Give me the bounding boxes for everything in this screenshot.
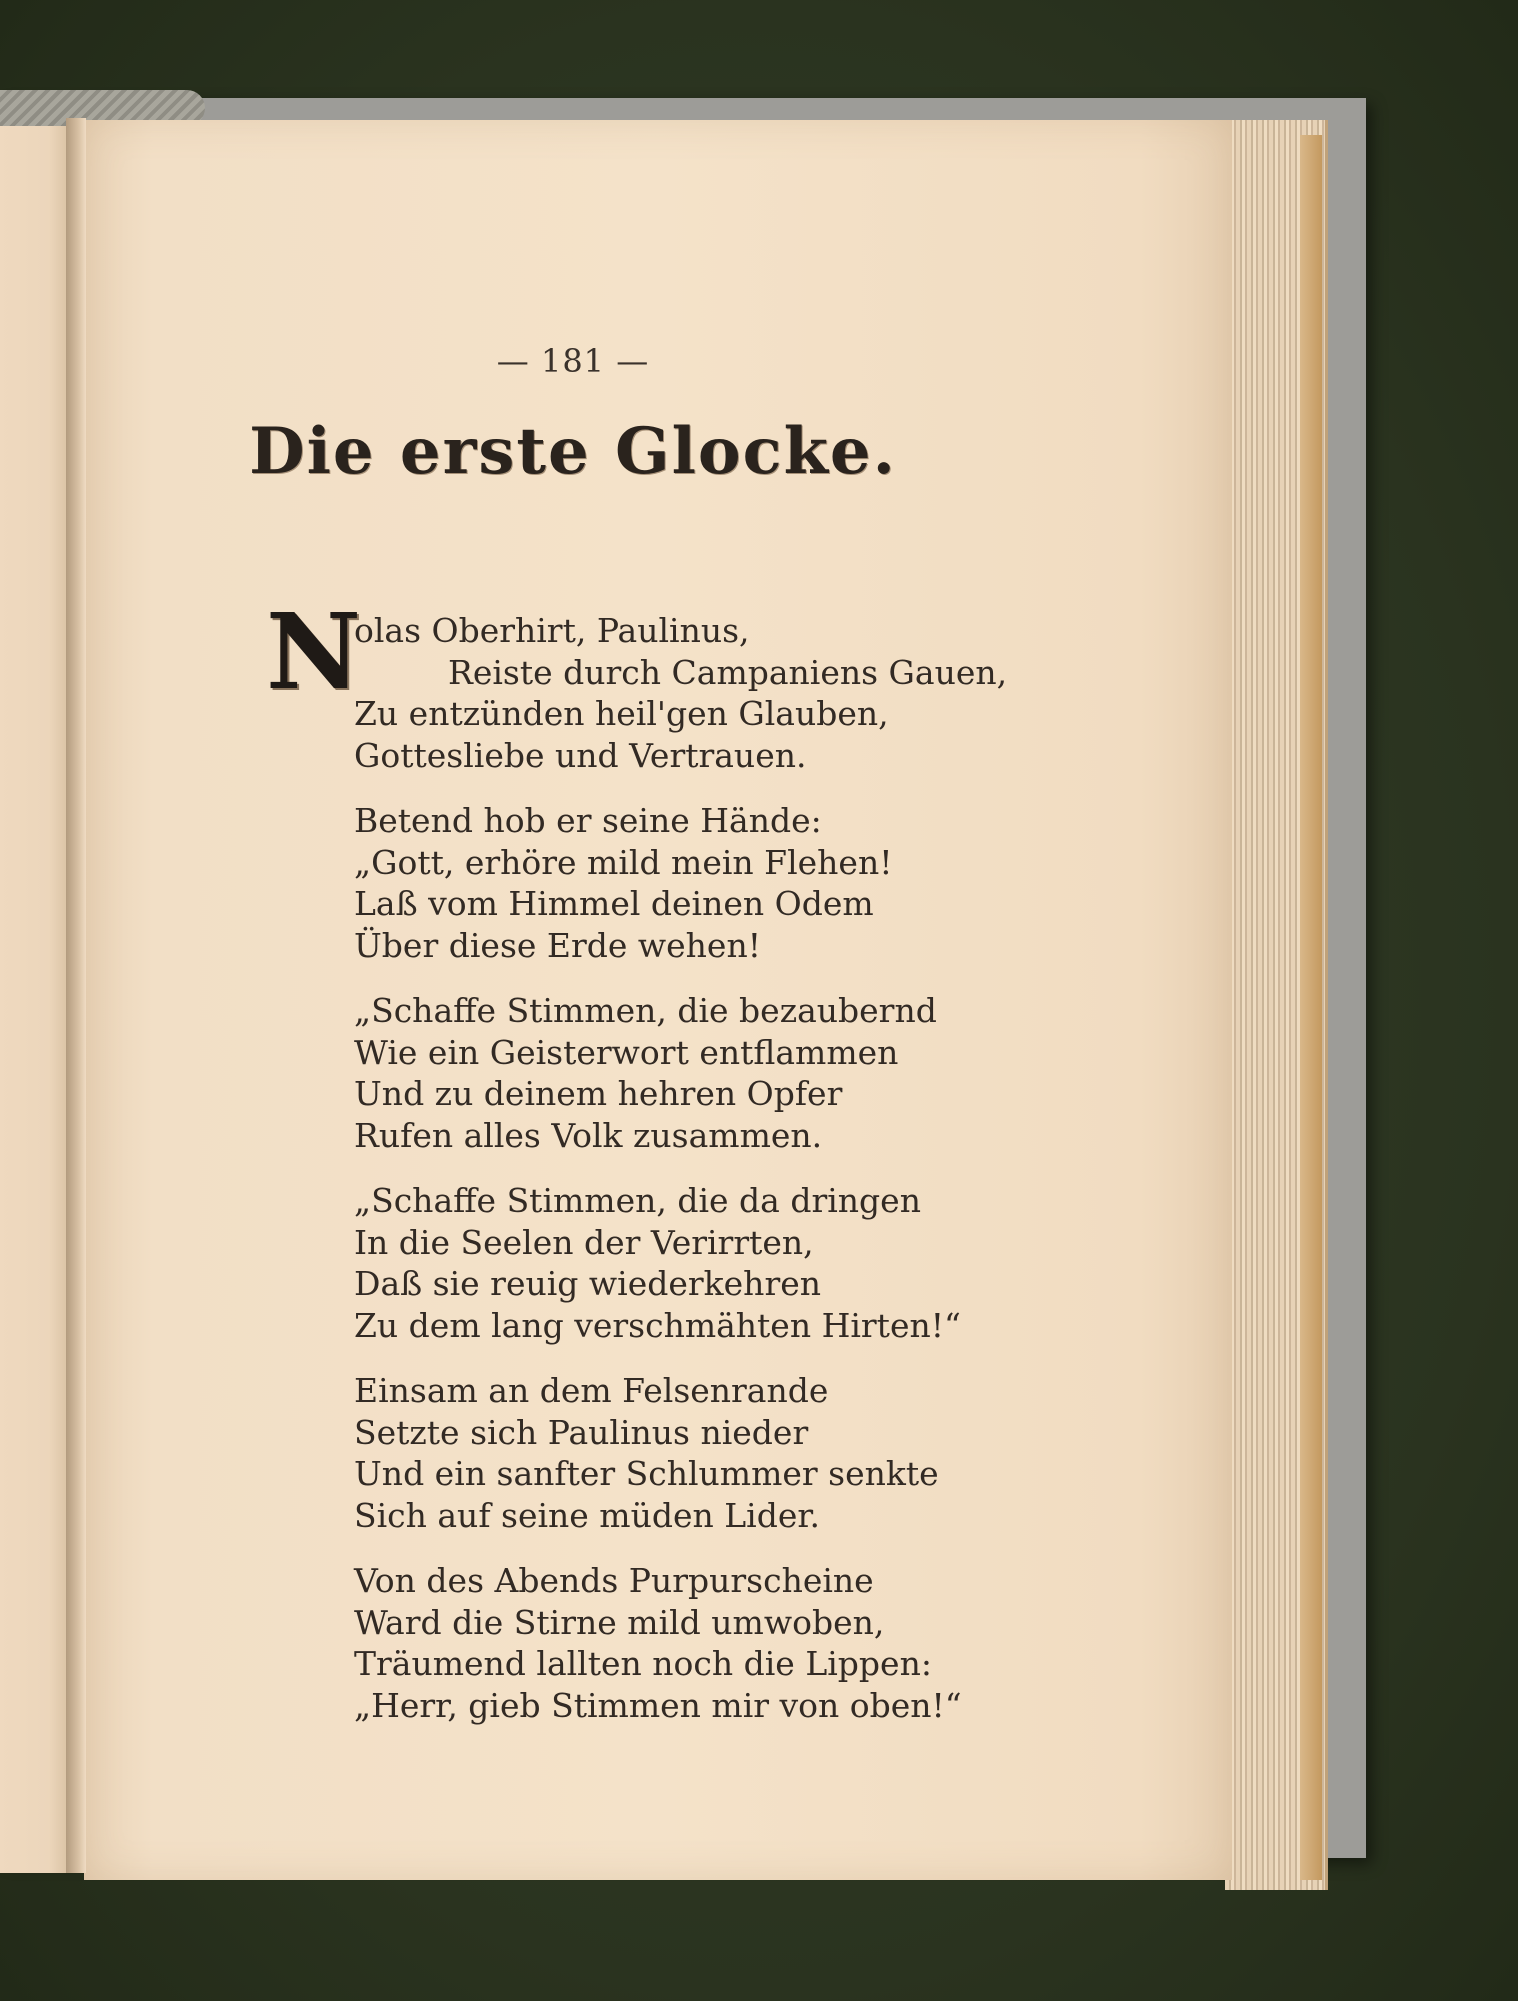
poem-line: „Schaffe Stimmen, die da dringen bbox=[354, 1181, 921, 1220]
poem-line: Sich auf seine müden Lider. bbox=[354, 1495, 821, 1535]
poem-line: Rufen alles Volk zusammen. bbox=[354, 1115, 823, 1155]
poem-line: Und zu deinem hehren Opfer bbox=[354, 1074, 843, 1113]
poem-body bbox=[266, 590, 1154, 1750]
stanza-2 bbox=[354, 800, 1154, 966]
stanza-3 bbox=[354, 990, 1154, 1156]
poem-line: „Herr, gieb Stimmen mir von oben!“ bbox=[354, 1685, 962, 1725]
poem-line: Zu dem lang verschmähten Hirten!“ bbox=[354, 1305, 961, 1345]
poem-line: Setzte sich Paulinus nieder bbox=[354, 1412, 809, 1452]
poem-line: „Schaffe Stimmen, die bezaubernd bbox=[354, 991, 937, 1030]
poem-line: Wie ein Geisterwort entflammen bbox=[354, 1032, 899, 1072]
stanza-1 bbox=[266, 590, 1154, 776]
right-page bbox=[84, 120, 1232, 1880]
stanza-6 bbox=[354, 1560, 1154, 1726]
left-page bbox=[0, 118, 70, 1873]
poem-line: Daß sie reuig wiederkehren bbox=[354, 1264, 821, 1303]
stanza-4 bbox=[354, 1180, 1154, 1346]
poem-line: In die Seelen der Verirrten, bbox=[354, 1222, 814, 1262]
poem-line: Träumend lallten noch die Lippen: bbox=[354, 1644, 932, 1683]
drop-cap-initial: N bbox=[266, 590, 362, 713]
poem-title: Die erste Glocke. bbox=[249, 414, 897, 489]
poem-line: Von des Abends Purpurscheine bbox=[354, 1561, 874, 1600]
poem-line: Zu entzünden heil'gen Glauben, bbox=[354, 694, 889, 733]
gutter-shadow bbox=[66, 118, 86, 1873]
poem-line: Laß vom Himmel deinen Odem bbox=[354, 884, 874, 923]
poem-line: Und ein sanfter Schlummer senkte bbox=[354, 1454, 939, 1493]
page-edge-gilt bbox=[1300, 135, 1322, 1880]
poem-line: Einsam an dem Felsenrande bbox=[354, 1371, 829, 1410]
poem-line: Ward die Stirne mild umwoben, bbox=[354, 1602, 885, 1642]
poem-line: Betend hob er seine Hände: bbox=[354, 801, 822, 840]
poem-line: Gottesliebe und Vertrauen. bbox=[354, 735, 807, 775]
poem-line: Reiste durch Campaniens Gauen, bbox=[448, 652, 1008, 692]
poem-line: Über diese Erde wehen! bbox=[354, 925, 761, 965]
page-number: — 181 — bbox=[496, 342, 650, 380]
poem-line: olas Oberhirt, Paulinus, bbox=[354, 611, 750, 650]
stanza-5 bbox=[354, 1370, 1154, 1536]
poem-line: „Gott, erhöre mild mein Flehen! bbox=[354, 842, 893, 882]
